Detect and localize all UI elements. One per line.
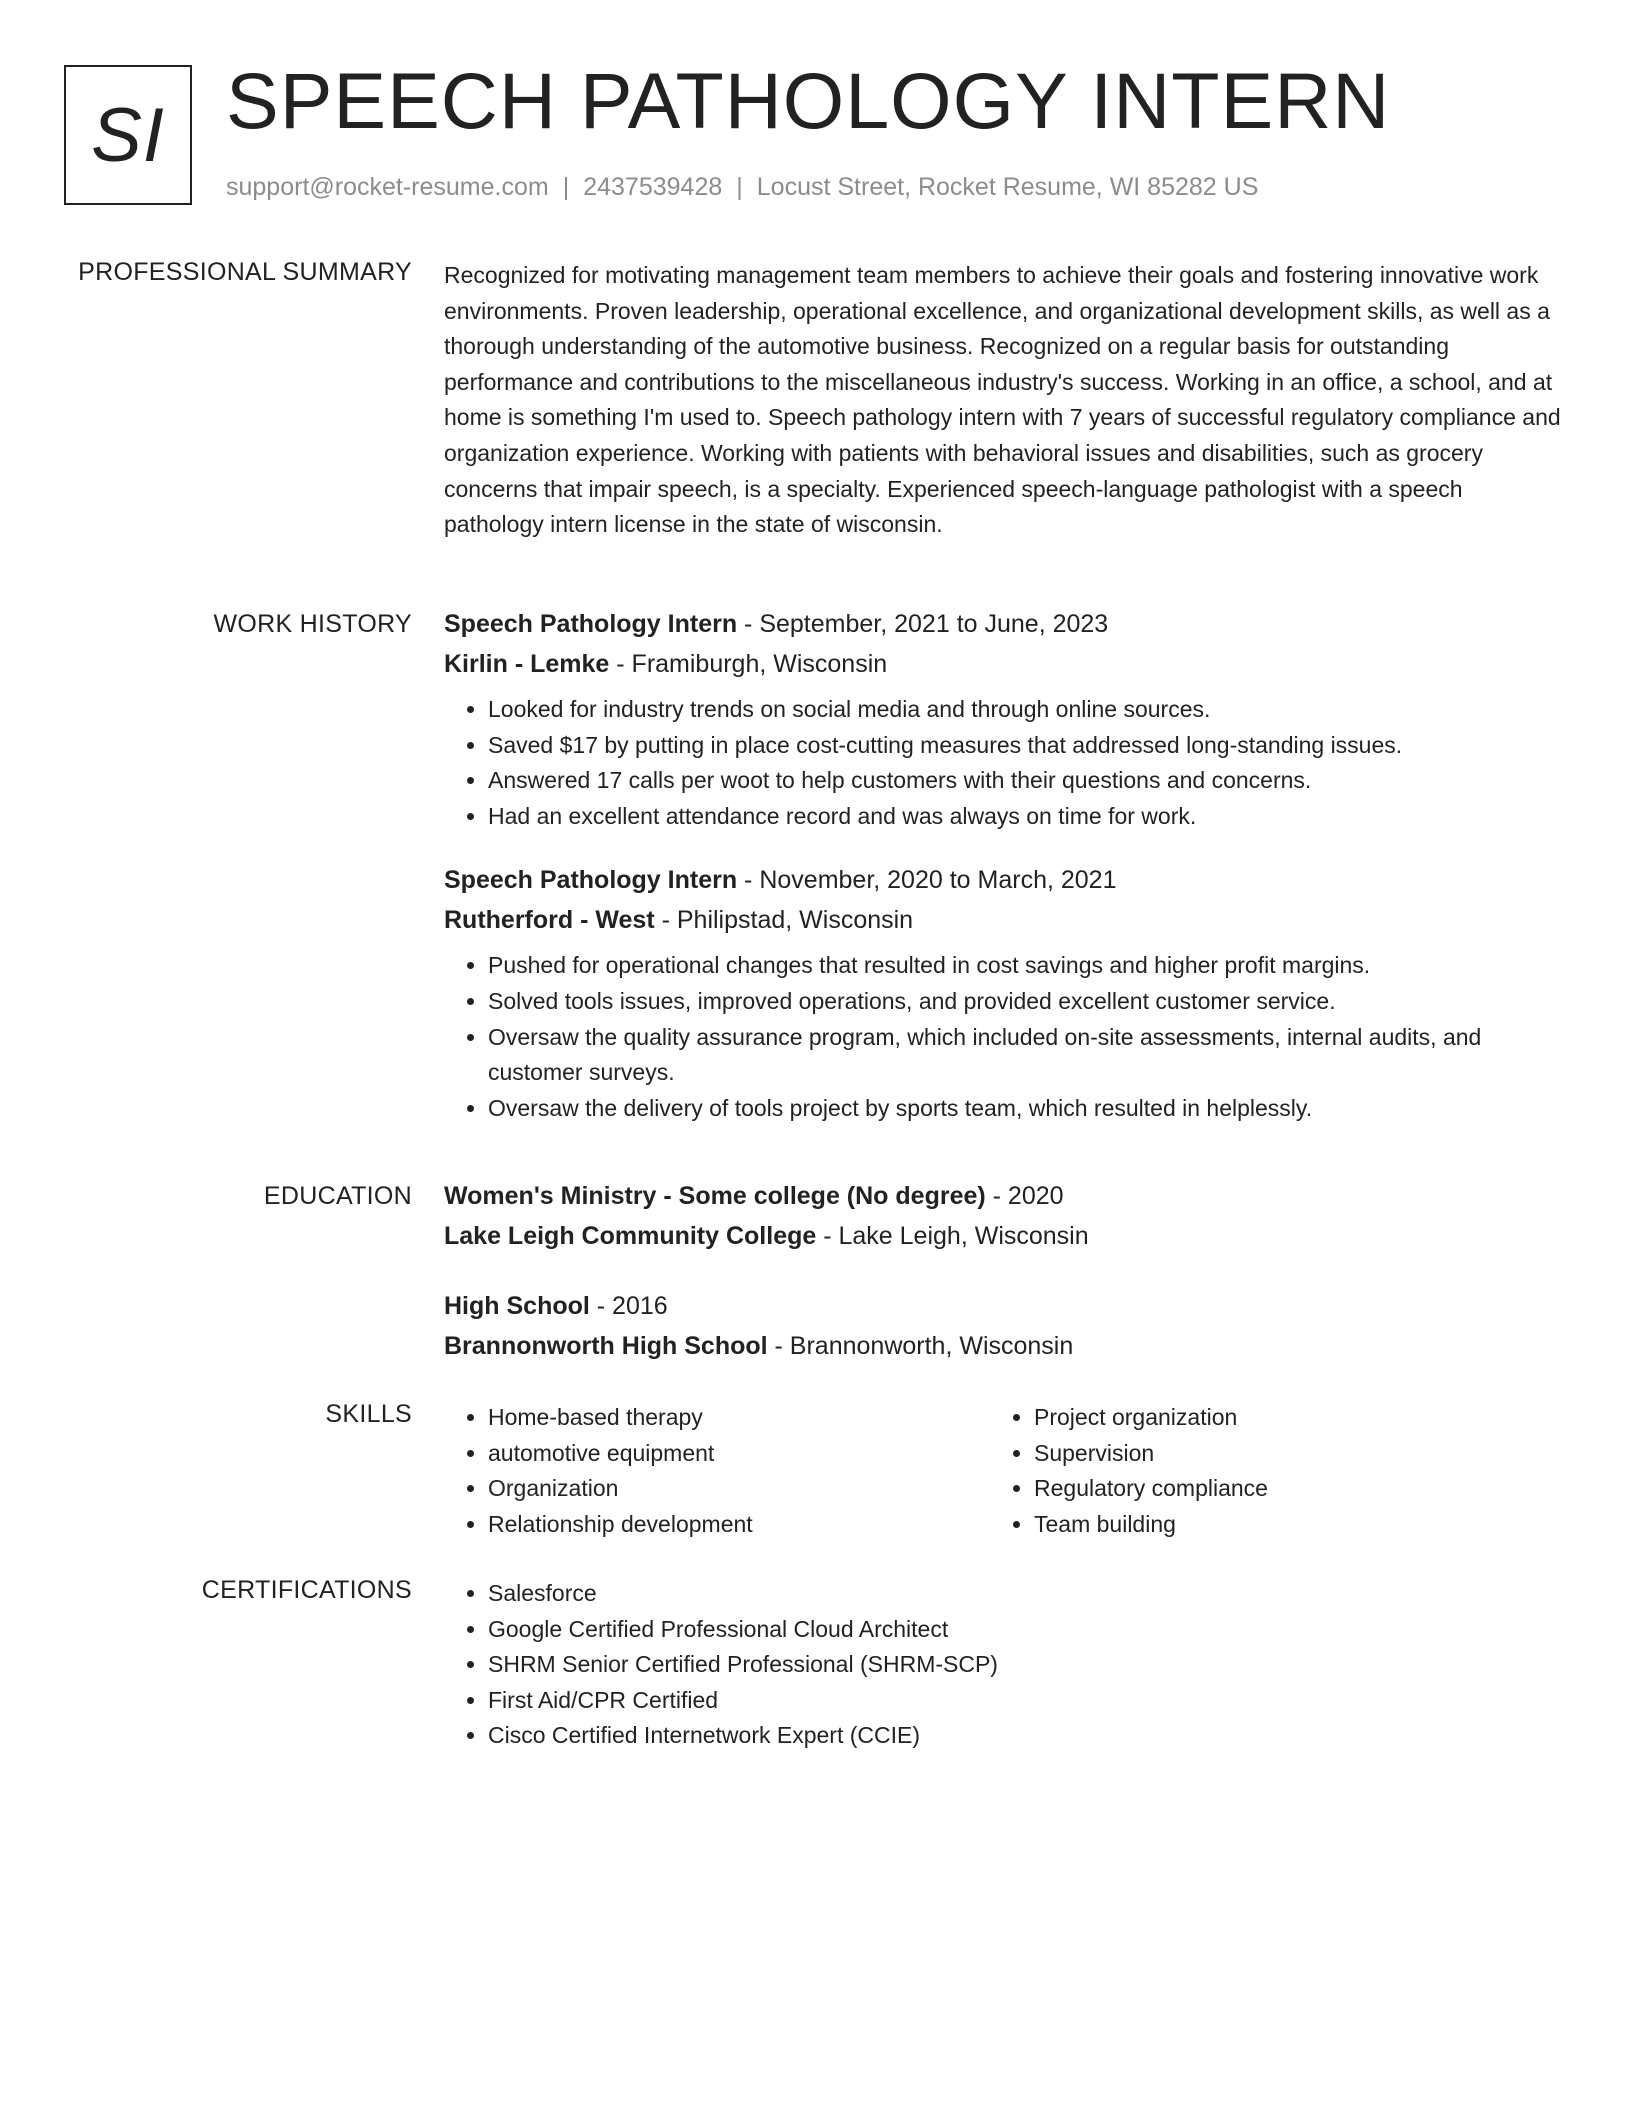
list-item: • Organization	[488, 1471, 988, 1507]
skills-list-right	[988, 1400, 1534, 1542]
job-title: Speech Pathology Intern	[444, 610, 738, 638]
section-label-skills: SKILLS	[325, 1400, 412, 1428]
job-title: Speech Pathology Intern	[444, 866, 738, 895]
skills-body	[444, 1400, 1564, 1542]
job-location: - Framiburgh, Wisconsin	[609, 650, 888, 678]
contact-line	[226, 173, 1258, 202]
education-school-line	[444, 1216, 1564, 1256]
job-entry	[444, 604, 1564, 834]
work-history-body	[444, 604, 1564, 1126]
list-item: • Relationship development	[488, 1507, 988, 1543]
job-bullets	[444, 692, 1564, 834]
job-title-line	[444, 860, 1564, 900]
list-item: • First Aid/CPR Certified	[488, 1683, 1564, 1719]
contact-separator: |	[562, 173, 570, 201]
job-company: Rutherford - West	[444, 906, 655, 935]
education-degree-line	[444, 1176, 1564, 1216]
education-year: - 2016	[589, 1292, 668, 1320]
job-entry	[444, 860, 1564, 1126]
list-item: • Project organization	[1034, 1400, 1534, 1436]
education-body	[444, 1176, 1564, 1366]
list-item: • Had an excellent attendance record and was always on time for work.	[488, 799, 1564, 835]
education-location: - Brannonworth, Wisconsin	[767, 1332, 1074, 1360]
section-label-summary: PROFESSIONAL SUMMARY	[78, 258, 412, 286]
skills-list-left	[444, 1400, 988, 1542]
job-company: Kirlin - Lemke	[444, 650, 610, 678]
section-label-certifications: CERTIFICATIONS	[201, 1576, 412, 1604]
certifications-body	[444, 1576, 1564, 1754]
section-label-education: EDUCATION	[263, 1182, 412, 1210]
job-title-line	[444, 604, 1564, 644]
list-item: • Cisco Certified Internetwork Expert (CCIE)	[488, 1718, 1564, 1754]
education-school: Lake Leigh Community College	[444, 1222, 817, 1250]
list-item: • Looked for industry trends on social media and through online sources.	[488, 692, 1564, 728]
section-label-work-history: WORK HISTORY	[213, 610, 412, 638]
list-item: • Pushed for operational changes that resulted in cost savings and higher profit margins.	[488, 948, 1564, 984]
summary-text: Recognized for motivating management team members to achieve their goals and fostering innovative work environments. Proven leadership, operational excellence, and organizational development skills, as well as a thorough understanding of the automotive business. Recognized on a regular basis for outstanding performance and contributions to the miscellaneous industry's success. Working in an office, a school, and at home is something I'm used to. Speech pathology intern with 7 years of successful regulatory compliance and organization experience. Working with patients with behavioral issues and disabilities, such as grocery concerns that impair speech, is a specialty. Experienced speech-language pathologist with a speech pathology intern license in the state of wisconsin.	[444, 262, 1561, 538]
job-dates: - November, 2020 to March, 2021	[737, 866, 1117, 895]
candidate-title: SPEECH PATHOLOGY INTERN	[226, 56, 1391, 145]
job-dates: - September, 2021 to June, 2023	[737, 610, 1109, 638]
list-item: • Oversaw the delivery of tools project by sports team, which resulted in helplessly.	[488, 1091, 1564, 1127]
list-item: • SHRM Senior Certified Professional (SHRM-SCP)	[488, 1647, 1564, 1683]
summary-body	[444, 258, 1564, 543]
education-degree-line	[444, 1286, 1564, 1326]
job-company-line	[444, 644, 1564, 684]
monogram-badge: SI	[64, 65, 192, 205]
contact-separator: |	[736, 173, 743, 201]
education-school: Brannonworth High School	[444, 1332, 768, 1360]
list-item: • Answered 17 calls per woot to help customers with their questions and concerns.	[488, 763, 1564, 799]
education-entry	[444, 1176, 1564, 1256]
list-item: • Google Certified Professional Cloud Architect	[488, 1612, 1564, 1648]
education-location: - Lake Leigh, Wisconsin	[816, 1222, 1089, 1250]
list-item: • Saved $17 by putting in place cost-cutting measures that addressed long-standing issues.	[488, 728, 1564, 764]
education-school-line	[444, 1326, 1564, 1366]
skills-columns	[444, 1400, 1564, 1542]
education-year: - 2020	[985, 1182, 1064, 1210]
contact-phone: 2437539428	[583, 173, 723, 201]
list-item: • Solved tools issues, improved operations, and provided excellent customer service.	[488, 984, 1564, 1020]
job-location: - Philipstad, Wisconsin	[654, 906, 914, 935]
contact-email: support@rocket-resume.com	[226, 173, 549, 201]
certifications-list	[444, 1576, 1564, 1754]
list-item: • Salesforce	[488, 1576, 1564, 1612]
job-bullets	[444, 948, 1564, 1126]
list-item: • Supervision	[1034, 1436, 1534, 1472]
job-company-line	[444, 900, 1564, 940]
contact-address: Locust Street, Rocket Resume, WI 85282 US	[756, 173, 1259, 201]
list-item: • Team building	[1034, 1507, 1534, 1543]
list-item: • Oversaw the quality assurance program, which included on-site assessments, internal audits, and customer surveys.	[488, 1020, 1564, 1091]
list-item: • Regulatory compliance	[1034, 1471, 1534, 1507]
education-entry	[444, 1286, 1564, 1366]
list-item: • Home-based therapy	[488, 1400, 988, 1436]
education-degree: High School	[444, 1292, 590, 1320]
list-item: • automotive equipment	[488, 1436, 988, 1472]
education-degree: Women's Ministry - Some college (No degree)	[444, 1182, 986, 1210]
